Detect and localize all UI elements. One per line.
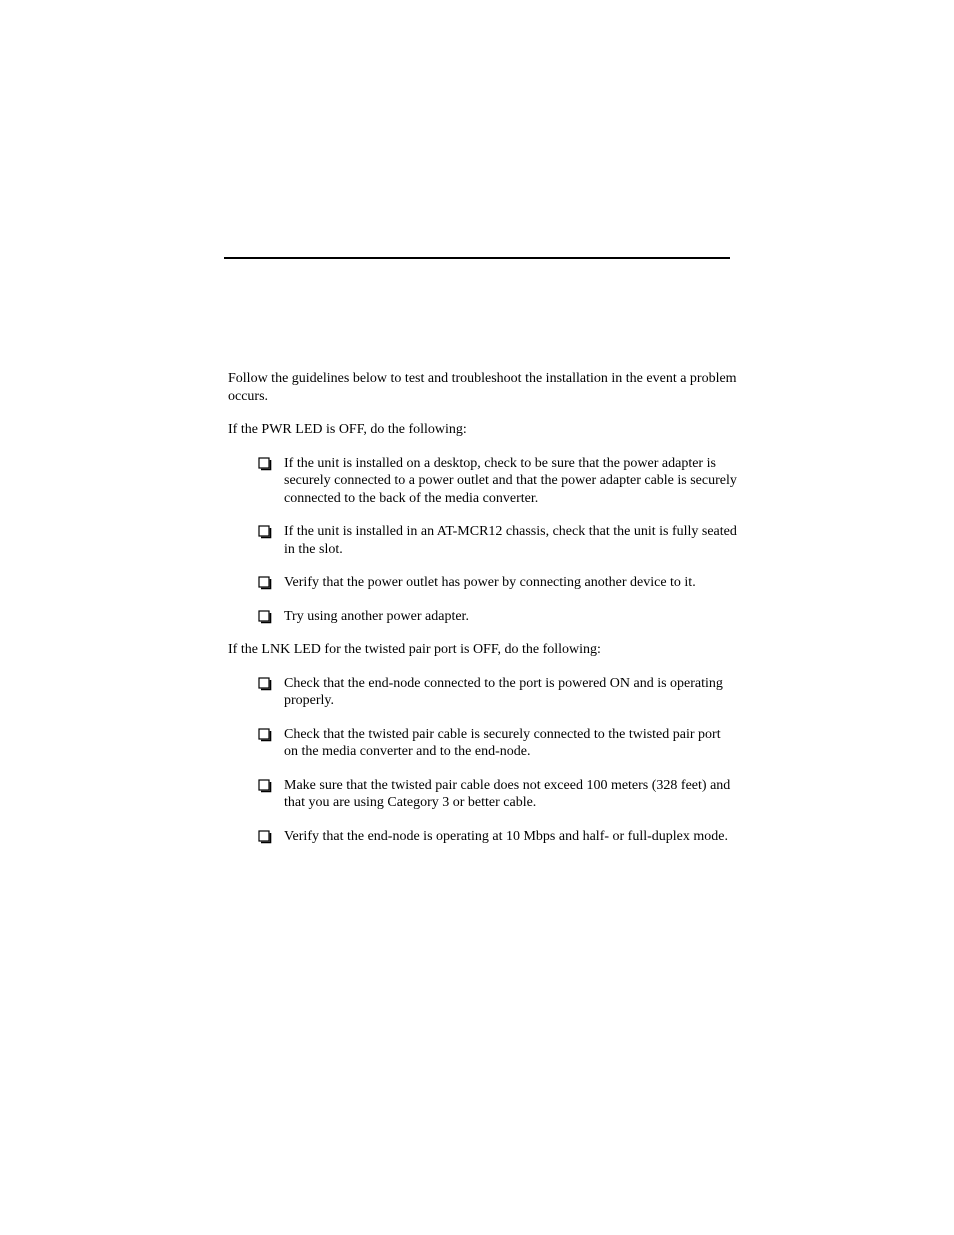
list-item-text: If the unit is installed in an AT-MCR12 chassis, check that the unit is fully seated in the slot. — [284, 524, 737, 557]
checkbox-icon — [258, 525, 272, 539]
intro-paragraph: Follow the guidelines below to test and troubleshoot the installation in the event a problem occurs. — [228, 371, 737, 404]
list-item — [228, 523, 738, 558]
lnk-led-checklist — [228, 675, 738, 846]
list-item — [228, 675, 738, 710]
header-rule — [224, 257, 730, 259]
list-item-text: Check that the end-node connected to the port is powered ON and is operating properly. — [284, 675, 723, 708]
list-item — [228, 455, 738, 508]
checkbox-icon — [258, 576, 272, 590]
pwr-led-heading: If the PWR LED is OFF, do the following: — [228, 422, 467, 437]
list-item — [228, 828, 738, 846]
list-item — [228, 777, 738, 812]
list-item — [228, 726, 738, 761]
checkbox-icon — [258, 728, 272, 742]
document-body — [228, 370, 738, 861]
checkbox-icon — [258, 830, 272, 844]
list-item — [228, 574, 738, 592]
checkbox-icon — [258, 677, 272, 691]
list-item-text: If the unit is installed on a desktop, check to be sure that the power adapter is securely connected to a power outlet and that the power adapter cable is securely connected to the back of the media converter. — [284, 455, 737, 506]
checkbox-icon — [258, 457, 272, 471]
list-item-text: Check that the twisted pair cable is securely connected to the twisted pair port on the media converter and to the end-node. — [284, 726, 721, 759]
pwr-led-checklist — [228, 455, 738, 626]
checkbox-icon — [258, 779, 272, 793]
list-item-text: Make sure that the twisted pair cable does not exceed 100 meters (328 feet) and that you are using Category 3 or better cable. — [284, 777, 731, 810]
list-item-text: Verify that the end-node is operating at 10 Mbps and half- or full-duplex mode. — [284, 828, 728, 844]
list-item — [228, 608, 738, 626]
lnk-led-heading: If the LNK LED for the twisted pair port is OFF, do the following: — [228, 642, 601, 657]
list-item-text: Try using another power adapter. — [284, 608, 469, 624]
list-item-text: Verify that the power outlet has power by connecting another device to it. — [284, 575, 696, 590]
checkbox-icon — [258, 610, 272, 624]
